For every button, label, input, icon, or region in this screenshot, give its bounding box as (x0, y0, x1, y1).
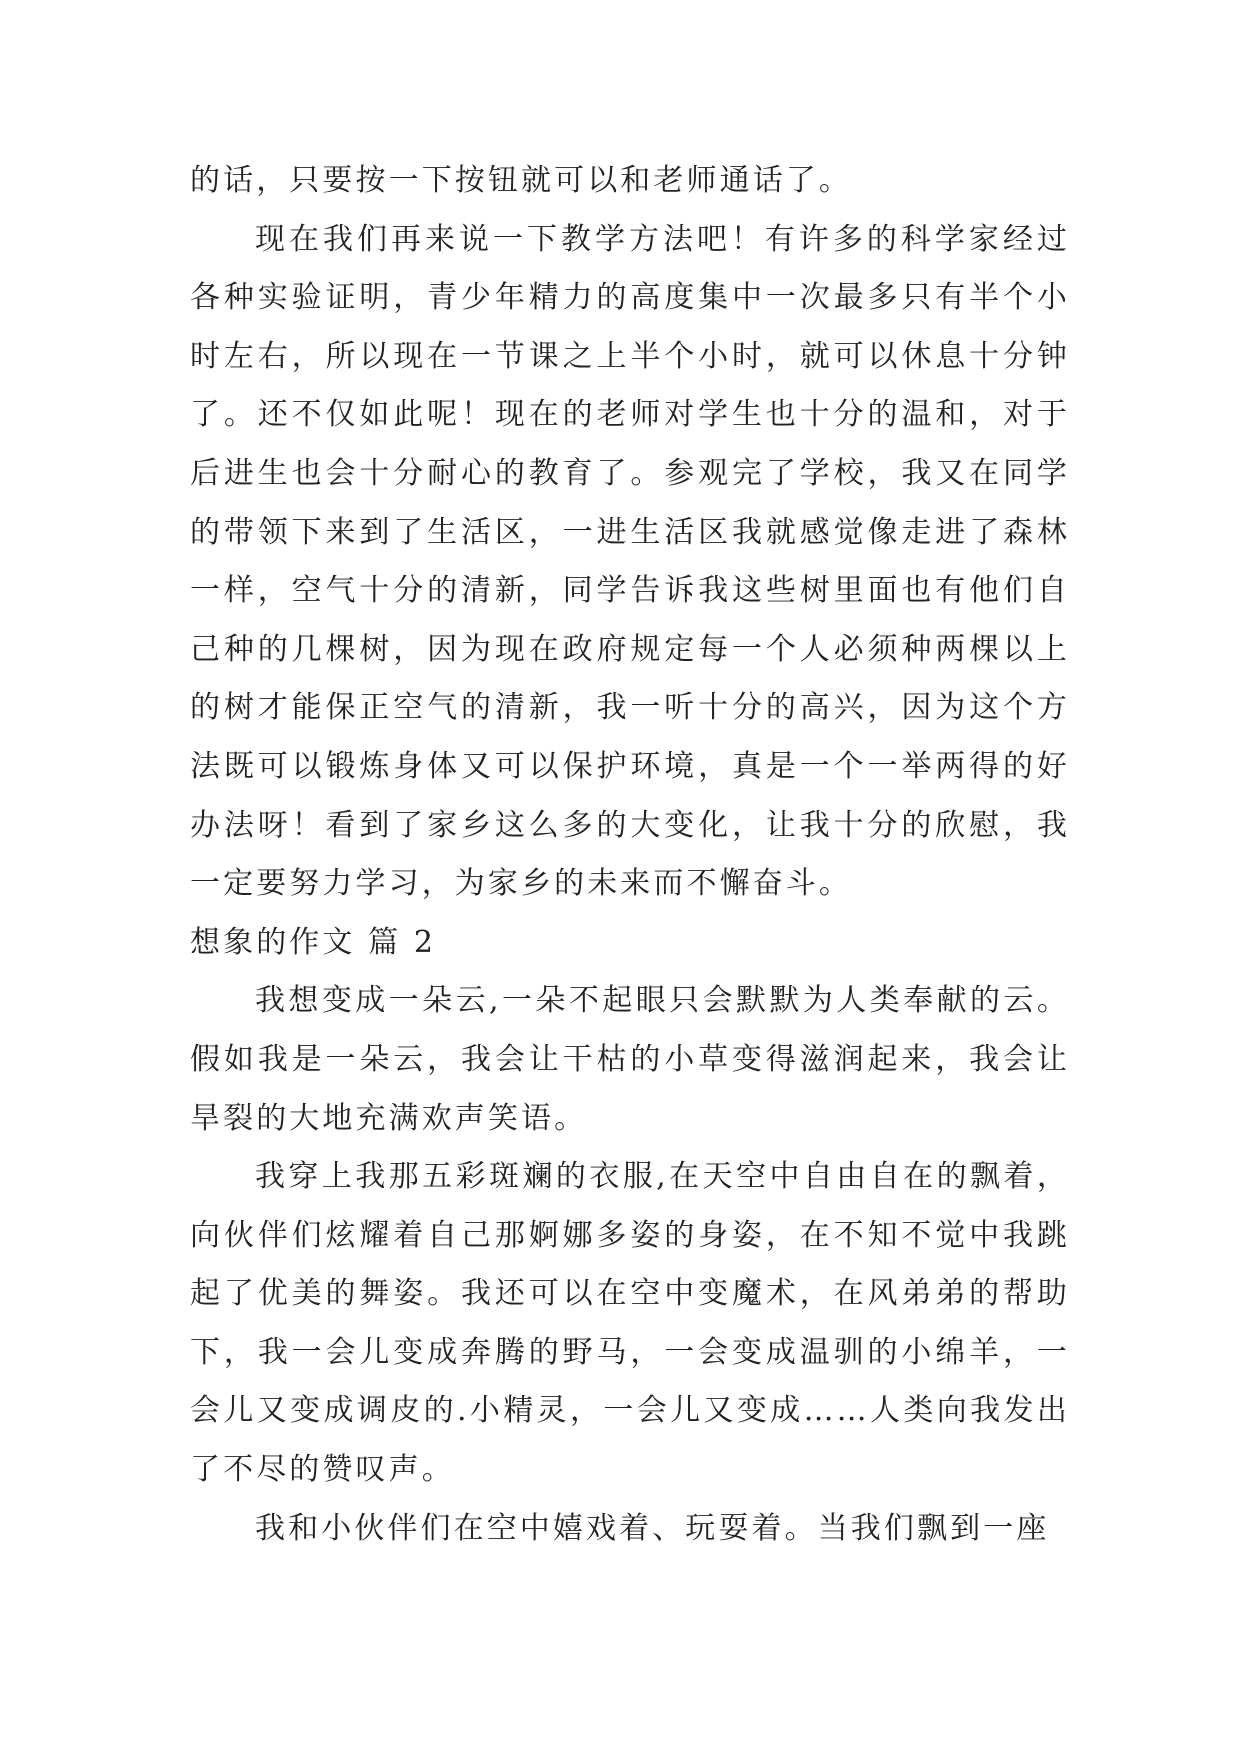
paragraph-continuation: 的话，只要按一下按钮就可以和老师通话了。 (190, 163, 852, 198)
paragraph-cloud-intro: 我想变成一朵云,一朵不起眼只会默默为人类奉献的云。假如我是一朵云，我会让干枯的小草变得滋润起来，我会让旱裂的大地充满欢声笑语。 (190, 983, 1070, 1136)
document-page (190, 152, 1070, 1558)
paragraph-cloud-play: 我和小伙伴们在空中嬉戏着、玩耍着。当我们飘到一座 (255, 1510, 1050, 1546)
section-heading: 想象的作文 篇 2 (190, 924, 437, 960)
paragraph-cloud-dance: 我穿上我那五彩斑斓的衣服,在天空中自由自在的飘着，向伙伴们炫耀着自己那婀娜多姿的身姿，在不知不觉中我跳起了优美的舞姿。我还可以在空中变魔术，在风弟弟的帮助下，我一会儿变成奔腾的野马，一会变成温驯的小绵羊，一会儿又变成调皮的.小精灵，一会儿又变成……人类向我发出了不尽的赞叹声。 (190, 1159, 1070, 1488)
paragraph-teaching-method: 现在我们再来说一下教学方法吧！有许多的科学家经过各种实验证明，青少年精力的高度集中一次最多只有半个小时左右，所以现在一节课之上半个小时，就可以休息十分钟了。还不仅如此呢！现在的老师对学生也十分的温和，对于后进生也会十分耐心的教育了。参观完了学校，我又在同学的带领下来到了生活区，一进生活区我就感觉像走进了森林一样，空气十分的清新，同学告诉我这些树里面也有他们自己种的几棵树，因为现在政府规定每一个人必须种两棵以上的树才能保正空气的清新，我一听十分的高兴，因为这个方法既可以锻炼身体又可以保护环境，真是一个一举两得的好办法呀！看到了家乡这么多的大变化，让我十分的欣慰，我一定要努力学习，为家乡的未来而不懈奋斗。 (190, 221, 1070, 902)
